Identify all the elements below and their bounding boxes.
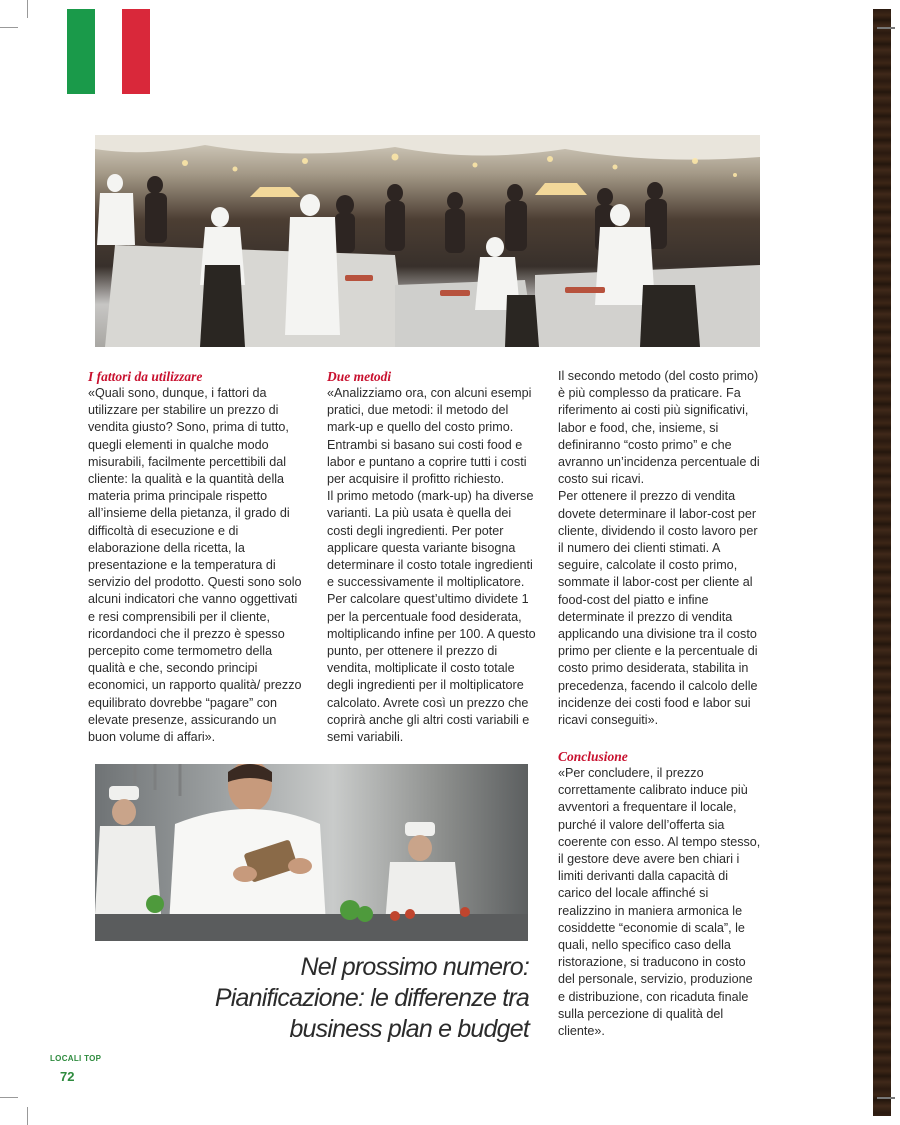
page-number: 72: [60, 1069, 75, 1084]
section-heading-conclusion: Conclusione: [558, 749, 628, 764]
wood-edge-decoration: [873, 9, 891, 1116]
section-heading-methods: Due metodi: [327, 369, 392, 384]
column-1: [88, 368, 306, 746]
buffet-event-photo: [95, 135, 760, 347]
column-2: [327, 368, 537, 746]
prime-cost-paragraph-2: Per ottenere il prezzo di vendita dovete determinare il labor-cost per cliente, dividendo il costo lavoro per il numero dei clienti stimati. A seguire, calcolate il costo primo, sommate il labor-cost per cliente al food-cost del piatto e infine determinate il prezzo di vendita applicando una divisione tra il costo primo per cliente e la percentuale di costo primo desiderata, stabilita in precedenza, facendo il calcolo delle incidenze dei costi food e labor sui ricavi conseguiti».: [558, 489, 758, 728]
flag-red-stripe: [122, 9, 150, 94]
crop-mark-top-right: [877, 27, 895, 29]
methods-paragraph-1: «Analizziamo ora, con alcuni esempi pratici, due metodi: il metodo del mark-up e quello del costo primo. Entrambi si basano sui costi food e labor e puntano a coprire tutti i costi per acquisire il profitto richiesto.: [327, 386, 532, 487]
crop-mark-top-left-h: [0, 27, 18, 28]
magazine-brand: LOCALI TOP: [50, 1054, 102, 1063]
teaser-line-2: Pianificazione: le differenze tra: [214, 984, 529, 1012]
crop-mark-top-left-v: [27, 0, 28, 18]
prime-cost-paragraph-1: Il secondo metodo (del costo primo) è più complesso da praticare. Fa riferimento ai costi più significativi, labor e food, che, insieme, si definiranno “costo primo” e che avranno un’incidenza percentuale di costo sui ricavi.: [558, 369, 760, 487]
section-body-factors: «Quali sono, dunque, i fattori da utilizzare per stabilire un prezzo di vendita giusto? Sono, prima di tutto, quegli elementi in qualche modo misurabili, facilmente percettibili dal cliente: la qualità e la quantità della materia prima principale rispetto all’insieme della pietanza, il grado di difficoltà di esecuzione e di elaborazione della ricetta, la presentazione e la temperatura di servizio del prodotto. Questi sono solo alcuni indicatori che vanno oggettivati e resi comprensibili per il cliente, ricordandoci che il prezzo è spesso percepito come termometro della qualità e che, secondo principi economici, un rapporto qualità/ prezzo equilibrato dovrebbe “pagare” con elevate presenze, assicurando un buon volume di affari».: [88, 386, 302, 745]
crop-mark-bottom-left-h: [0, 1097, 18, 1098]
column-3-conclusion: [558, 748, 763, 1040]
teaser-line-3: business plan e budget: [289, 1015, 529, 1043]
chef-tablet-photo: [95, 764, 528, 941]
flag-white-stripe: [95, 9, 123, 94]
buffet-scene-illustration: [95, 135, 760, 347]
next-issue-teaser: [209, 952, 529, 1045]
teaser-line-1: Nel prossimo numero:: [300, 953, 529, 981]
column-3: [558, 368, 763, 729]
crop-mark-bottom-right: [877, 1097, 895, 1099]
italian-flag: [67, 9, 150, 94]
flag-green-stripe: [67, 9, 95, 94]
crop-mark-bottom-left-v: [27, 1107, 28, 1125]
kitchen-scene-illustration: [95, 764, 528, 941]
section-body-conclusion: «Per concludere, il prezzo correttamente calibrato induce più avventori a frequentare il locale, purché il valore dell’offerta sia coerente con esso. Al tempo stesso, il gestore deve avere ben chiari i limiti derivanti dalla capacità di carico del locale affinché si realizzino in maniera armonica le cosiddette “economie di scala”, le quali, nello specifico caso della ristorazione, si traducono in costo del personale, servizio, produzione e distribuzione, con ricaduta finale sulla percezione di qualità del cliente».: [558, 766, 761, 1039]
section-heading-factors: I fattori da utilizzare: [88, 369, 203, 384]
methods-paragraph-2: Il primo metodo (mark-up) ha diverse varianti. La più usata è quella dei costi degli ingredienti. Per poter applicare questa variante bisogna determinare il costo totale ingredienti e successivamente il moltiplicatore. Per calcolare quest’ultimo dividete 1 per la percentuale food desiderata, moltiplicando infine per 100. A questo punto, per ottenere il prezzo di vendita, moltiplicate il costo totale degli ingredienti per il moltiplicatore calcolato. Avrete così un prezzo che coprirà anche gli altri costi variabili e semi variabili.: [327, 489, 536, 745]
